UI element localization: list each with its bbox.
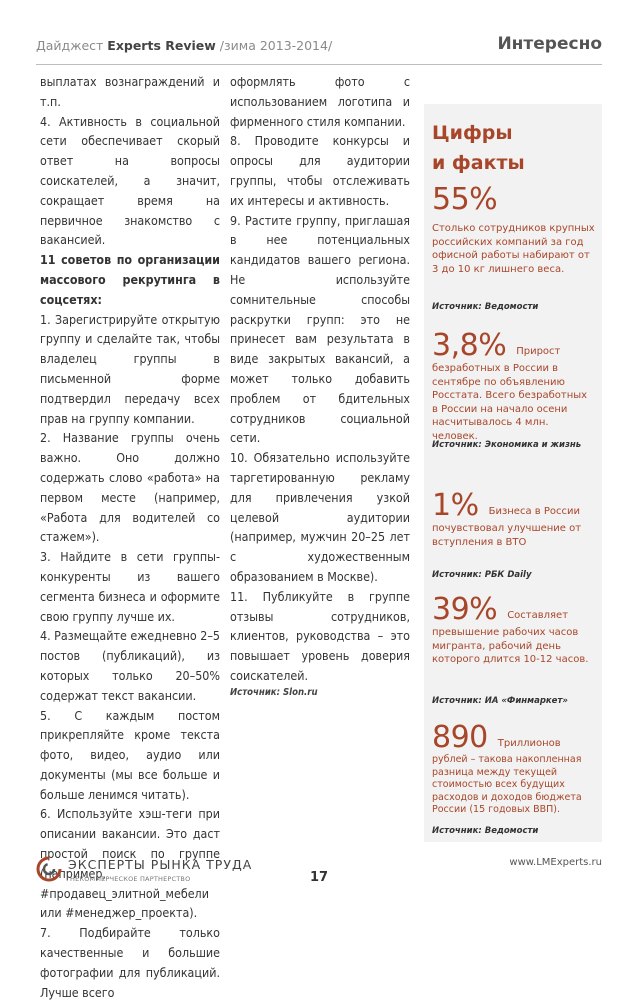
digest-prefix: Дайджест [36, 38, 108, 53]
brand-name: ЭКСПЕРТЫ РЫНКА ТРУДА [68, 857, 253, 872]
list-item: 7. Подбирайте только качественные и большие фотографии для публикаций. Лучше всего [40, 925, 220, 1000]
fact-number: 39% [432, 592, 498, 627]
fact-item [432, 594, 596, 667]
fact-number: 55% [432, 182, 498, 217]
list-item: 10. Обязательно используйте таргетированную рекламу для привлечения узкой целевой аудитории (например, мужчин 20–25 лет с художественным образованием в Москве). [230, 450, 410, 584]
fact-source: Источник: РБК Daily [432, 570, 532, 580]
list-item: 11. Публикуйте в группе отзывы сотрудников, клиентов, руководства – это повышает уровень доверия соискателей. [230, 588, 410, 683]
website-link[interactable]: www.LMExperts.ru [509, 857, 602, 868]
fact-number: 890 [432, 720, 488, 755]
fact-source: Источник: Ведомости [432, 302, 539, 312]
fact-description: рублей – такова накопленная разница между текущей стоимостью всех будущих расходов и доходов бюджета России (15 годовых ВВП). [432, 754, 582, 815]
list-item: 6. Используйте хэш-теги при описании вакансии. Это даст простой поиск по группе (например, #продавец_элитной_мебели или #менеджер_проекта). [40, 806, 220, 921]
section-title: Интересно [497, 34, 602, 54]
fact-description: почувствовал улучшение от вступления в ВТО [432, 523, 582, 548]
fact-description: безработных в России в сентябре по объявлению Росстата. Всего безработных в России на начало осени насчитывалось 4 млн. человек. [432, 363, 588, 442]
page-number: 17 [309, 870, 329, 885]
digest-name: Experts Review [107, 38, 216, 53]
article-source: Источник: Slon.ru [230, 686, 318, 698]
digest-title [36, 38, 332, 53]
fact-item [432, 330, 596, 443]
fact-item [432, 722, 596, 817]
list-item: 8. Проводите конкурсы и опросы для аудитории группы, чтобы отслеживать их интересы и активность. [230, 133, 410, 208]
fact-source: Источник: ИА «Финмаркет» [432, 696, 568, 706]
list-item: 5. С каждым постом прикрепляйте кроме текста фото, видео, аудио или документы (мы все больше и больше ленимся читать). [40, 707, 220, 802]
brand-subtitle: НЕКОММЕРЧЕСКОЕ ПАРТНЕРСТВО [70, 875, 191, 883]
list-heading: 11 советов по организации массового рекрутинга в соцсетях: [40, 252, 220, 307]
list-item: оформлять фото с использованием логотипа и фирменного стиля компании. [230, 74, 410, 129]
fact-inline: Триллионов [497, 738, 561, 749]
header-divider [36, 64, 602, 65]
fact-number: 1% [432, 488, 479, 523]
list-item: 3. Найдите в сети группы-конкуренты из вашего сегмента бизнеса и оформите свою группу лучше их. [40, 549, 220, 624]
brand-logo-icon [36, 856, 62, 882]
fact-description: Столько сотрудников крупных российских компаний за год офисной работы набирают от 3 до 10 кг лишнего веса. [432, 223, 595, 275]
fact-source: Источник: Экономика и жизнь [432, 440, 582, 450]
fact-item [432, 490, 596, 549]
fact-inline: Бизнеса в России [488, 506, 580, 517]
facts-title-line-1: Цифры [432, 122, 513, 144]
fact-description: превышение рабочих часов мигранта, рабочий день которого длится 10-12 часов. [432, 627, 589, 665]
list-item: 2. Название группы очень важно. Оно должно содержать слово «работа» на первом месте (например, «Работа для водителей со стажем»). [40, 430, 220, 545]
list-item: 1. Зарегистрируйте открытую группу и сделайте так, чтобы владелец группы в письменной форме подтвердил передачу всех прав на группу компании. [40, 311, 220, 426]
fact-number: 3,8% [432, 328, 507, 363]
fact-item [432, 184, 596, 276]
paragraph: 4. Активность в социальной сети обеспечивает скорый ответ на вопросы соискателей, а значит, сокращает время на первичное знакомство с вакансией. [40, 113, 220, 248]
fact-inline: Составляет [507, 610, 569, 621]
list-item: 9. Растите группу, приглашая в нее потенциальных кандидатов вашего региона. Не используйте сомнительные способы раскрутки групп: это не принесет вам результата в виде закрытых вакансий, а может только добавить проблем от бдительных сотрудников социальной сети. [230, 212, 410, 446]
facts-sidebar [424, 104, 602, 842]
facts-title [432, 118, 592, 178]
list-item: 4. Размещайте ежедневно 2–5 постов (публикаций), из которых только 20–50% содержат текст вакансии. [40, 628, 220, 703]
facts-title-line-2: и факты [432, 152, 525, 174]
fact-source: Источник: Ведомости [432, 826, 539, 836]
fact-inline: Прирост [516, 346, 561, 357]
page-header [36, 34, 602, 60]
digest-suffix: /зима 2013-2014/ [215, 38, 333, 53]
paragraph: выплатах вознаграждений и т.п. [40, 74, 220, 109]
article-column-2 [230, 72, 410, 700]
